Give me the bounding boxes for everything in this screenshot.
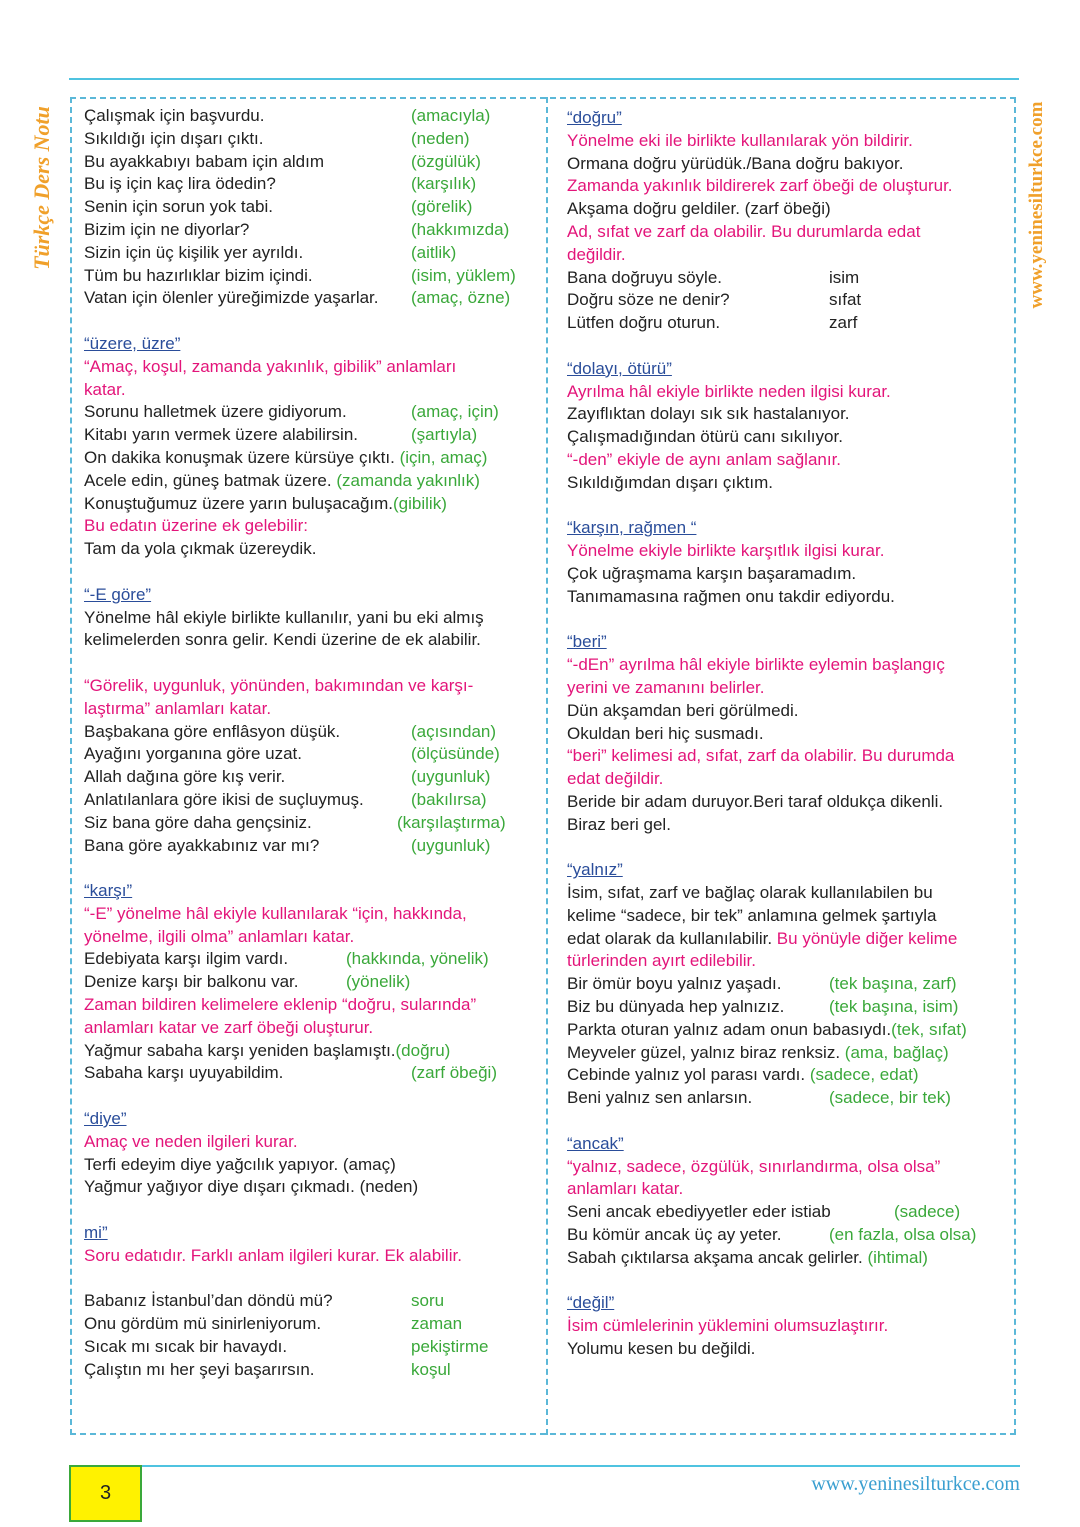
example-row	[567, 312, 1007, 335]
spacer	[84, 1199, 534, 1222]
example-sentence	[84, 629, 534, 652]
example-row	[84, 1313, 534, 1336]
meaning-label: (doğru)	[395, 1040, 451, 1060]
example-sentence	[567, 1338, 1007, 1361]
sentence-text: Sizin için üç kişilik yer ayrıldı.	[84, 242, 304, 262]
rule-text	[567, 745, 1007, 768]
top-rule	[69, 78, 1019, 80]
meaning-label: (isim, yüklem)	[411, 265, 516, 285]
meaning-label: (hakkında, yönelik)	[346, 949, 489, 969]
rule-text	[567, 950, 1007, 973]
rule-text	[84, 926, 534, 949]
example-row	[567, 1042, 1007, 1065]
rule-text	[84, 698, 534, 721]
section-heading	[567, 631, 1007, 654]
spacer	[567, 1270, 1007, 1293]
bottom-rule	[140, 1465, 1020, 1467]
sentence-text: Tüm bu hazırlıklar bizim içindi.	[84, 265, 313, 285]
sentence-text: Vatan için ölenler yüreğimizde yaşarlar.	[84, 288, 379, 308]
example-row	[567, 1224, 1007, 1247]
sentence-text: Yönelme hâl ekiyle birlikte kullanılır, yani bu eki almış	[84, 607, 484, 627]
example-row	[84, 493, 534, 516]
meaning-label: isim	[829, 267, 860, 287]
meaning-label: (amacıyla)	[411, 106, 491, 125]
sentence-text: Dün akşamdan beri görülmedi.	[567, 700, 799, 720]
example-sentence	[567, 198, 1007, 221]
sentence-text: kelime “sadece, bir tek” anlamına gelmek şartıyla	[567, 905, 937, 925]
sentence-text: Sorunu halletmek üzere gidiyorum.	[84, 402, 347, 422]
heading-text: “karşın, rağmen “	[567, 518, 697, 538]
sentence-text: Okuldan beri hiç susmadı.	[567, 723, 764, 743]
rule-line: laştırma” anlamları katar.	[84, 698, 272, 718]
meaning-label: (açısından)	[411, 721, 497, 741]
sentence-text: Babanız İstanbul’dan döndü mü?	[84, 1291, 333, 1311]
meaning-label: (zamanda yakınlık)	[336, 470, 480, 490]
meaning-label: sıfat	[829, 290, 862, 310]
sentence-text: Siz bana göre daha gençsiniz.	[84, 812, 312, 832]
rule-line: “beri” kelimesi ad, sıfat, zarf da olabilir. Bu durumda	[567, 746, 955, 766]
rule-text	[567, 130, 1007, 153]
example-row	[84, 242, 534, 265]
rule-line: Ad, sıfat ve zarf da olabilir. Bu durumlarda edat	[567, 221, 921, 241]
sentence-text: Edebiyata karşı ilgim vardı.	[84, 949, 289, 969]
rule-text	[567, 1315, 1007, 1338]
sentence-text: Sıkıldığımdan dışarı çıktım.	[567, 472, 773, 492]
spacer	[84, 652, 534, 675]
rule-text	[84, 1131, 534, 1154]
meaning-label: pekiştirme	[411, 1337, 489, 1357]
sentence-text: edat olarak da kullanılabilir.	[567, 928, 777, 948]
sentence-text: Ayağını yorganına göre uzat.	[84, 744, 303, 764]
sentence-text: Beride bir adam duruyor.Beri taraf oldukça dikenli.	[567, 791, 944, 811]
meaning-label: (için, amaç)	[399, 447, 488, 467]
example-row	[84, 971, 534, 994]
example-sentence	[567, 586, 1007, 609]
meaning-label: (özgülük)	[411, 151, 481, 171]
section-heading	[84, 880, 534, 903]
meaning-label: (tek başına, isim)	[829, 997, 959, 1017]
example-sentence	[567, 472, 1007, 495]
rule-line: Ayrılma hâl ekiyle birlikte neden ilgisi kurar.	[567, 381, 891, 401]
sentence-text: Akşama doğru geldiler. (zarf öbeği)	[567, 199, 831, 219]
meaning-label: (karşılaştırma)	[397, 812, 506, 832]
rule-line: edat değildir.	[567, 769, 664, 789]
meaning-label: (sadece)	[894, 1202, 961, 1222]
rule-line: katar.	[84, 379, 126, 399]
mixed-text	[567, 928, 1007, 951]
sentence-text: Anlatılanlara göre ikisi de suçluymuş.	[84, 789, 364, 809]
example-row	[84, 1040, 534, 1063]
rule-line: yönelme, ilgili olma” anlamları katar.	[84, 926, 355, 946]
heading-text: “karşı”	[84, 881, 133, 901]
sentence-text: Çalışmadığından ötürü canı sıkılıyor.	[567, 427, 843, 447]
example-sentence	[567, 791, 1007, 814]
rule-text	[567, 221, 1007, 244]
sentence-text: Bu kömür ancak üç ay yeter.	[567, 1225, 782, 1245]
spacer	[567, 335, 1007, 358]
meaning-label: (amaç, için)	[411, 402, 499, 422]
page-number: 3	[69, 1465, 142, 1522]
rule-text	[567, 677, 1007, 700]
example-sentence	[567, 563, 1007, 586]
meaning-label: (ama, bağlaç)	[844, 1042, 949, 1062]
sentence-text: Sabah çıktılarsa akşama ancak gelirler.	[567, 1247, 868, 1267]
sentence-text: Biraz beri gel.	[567, 814, 671, 834]
rule-text	[84, 1245, 534, 1268]
sentence-text: Yağmur yağıyor diye dışarı çıkmadı. (neden)	[84, 1177, 419, 1197]
spacer	[567, 1110, 1007, 1133]
rule-text	[84, 1017, 534, 1040]
spacer	[567, 495, 1007, 518]
meaning-label: (ölçüsünde)	[411, 744, 500, 764]
example-row	[84, 424, 534, 447]
spacer	[84, 1085, 534, 1108]
section-heading	[84, 584, 534, 607]
example-row	[567, 973, 1007, 996]
section-heading	[84, 333, 534, 356]
meaning-label: (ihtimal)	[867, 1247, 928, 1267]
sentence-text: kelimelerden sonra gelir. Kendi üzerine de ek alabilir.	[84, 630, 481, 650]
meaning-label: koşul	[411, 1359, 451, 1379]
meaning-label: (bakılırsa)	[411, 789, 487, 809]
spacer	[84, 310, 534, 333]
section-heading	[567, 1292, 1007, 1315]
sentence-text: Sıkıldığı için dışarı çıktı.	[84, 128, 264, 148]
sentence-text: Sıcak mı sıcak bir havaydı.	[84, 1337, 288, 1357]
section-heading	[567, 1133, 1007, 1156]
rule-line: “-dEn” ayrılma hâl ekiyle birlikte eylemin başlangıç	[567, 655, 945, 675]
meaning-label: (hakkımızda)	[411, 219, 510, 239]
sentence-text: Denize karşı bir balkonu var.	[84, 972, 299, 992]
rule-text	[567, 175, 1007, 198]
example-sentence	[84, 1176, 534, 1199]
sentence-text: Yolumu kesen bu değildi.	[567, 1339, 756, 1359]
meaning-label: (zarf öbeği)	[411, 1063, 497, 1083]
rule-text	[567, 244, 1007, 267]
example-row	[84, 173, 534, 196]
example-row	[84, 766, 534, 789]
example-sentence	[567, 882, 1007, 905]
example-sentence	[84, 607, 534, 630]
sentence-text: Bir ömür boyu yalnız yaşadı.	[567, 974, 782, 994]
rule-line: Bu edatın üzerine ek gelebilir:	[84, 516, 308, 536]
example-row	[84, 196, 534, 219]
example-row	[567, 267, 1007, 290]
example-row	[84, 287, 534, 310]
meaning-label: (şartıyla)	[411, 425, 478, 445]
rule-line: anlamları katar.	[567, 1179, 684, 1199]
meaning-label: (tek, sıfat)	[891, 1019, 967, 1039]
sentence-text: Konuştuğumuz üzere yarın buluşacağım.	[84, 493, 394, 513]
sentence-text: Terfi edeyim diye yağcılık yapıyor. (amaç)	[84, 1154, 396, 1174]
example-row	[84, 105, 534, 128]
sentence-text: Tam da yola çıkmak üzereydik.	[84, 539, 317, 559]
rule-line: Zamanda yakınlık bildirerek zarf öbeği de oluşturur.	[567, 176, 953, 196]
sentence-text: Biz bu dünyada hep yalnızız.	[567, 997, 785, 1017]
example-row	[84, 835, 534, 858]
meaning-label: (karşılık)	[411, 174, 477, 194]
example-row	[84, 1336, 534, 1359]
rule-text	[567, 381, 1007, 404]
column-divider	[546, 97, 548, 1435]
sentence-text: Kitabı yarın vermek üzere alabilirsin.	[84, 425, 359, 445]
meaning-label: (en fazla, olsa olsa)	[829, 1225, 977, 1245]
example-row	[567, 1087, 1007, 1110]
rule-line: “Görelik, uygunluk, yönünden, bakımından ve karşı-	[84, 675, 474, 695]
meaning-label: (aitlik)	[411, 242, 457, 262]
sentence-text: Senin için sorun yok tabi.	[84, 197, 273, 217]
section-heading	[84, 1108, 534, 1131]
heading-text: “ancak”	[567, 1133, 624, 1153]
example-sentence	[567, 723, 1007, 746]
example-sentence	[84, 1154, 534, 1177]
rule-text	[567, 1178, 1007, 1201]
rule-text	[567, 654, 1007, 677]
rule-line: “-E” yönelme hâl ekiyle kullanılarak “için, hakkında,	[84, 903, 467, 923]
rule-text	[567, 1156, 1007, 1179]
spacer	[84, 561, 534, 584]
heading-text: mi”	[84, 1223, 108, 1243]
example-sentence	[567, 153, 1007, 176]
rule-line: yerini ve zamanını belirler.	[567, 677, 765, 697]
rule-line: Bu yönüyle diğer kelime	[776, 928, 958, 948]
example-row	[567, 996, 1007, 1019]
rule-line: “-den” ekiyle de aynı anlam sağlanır.	[567, 449, 842, 469]
section-heading	[84, 1222, 534, 1245]
sentence-text: Yağmur sabaha karşı yeniden başlamıştı.	[84, 1040, 396, 1060]
left-column	[84, 105, 534, 1382]
rule-line: türlerinden ayırt edilebilir.	[567, 951, 756, 971]
example-row	[84, 1062, 534, 1085]
rule-line: Yönelme eki ile birlikte kullanılarak yön bildirir.	[567, 130, 913, 150]
sentence-text: Sabaha karşı uyuyabildim.	[84, 1063, 284, 1083]
example-row	[84, 743, 534, 766]
example-row	[84, 470, 534, 493]
spacer	[84, 1268, 534, 1291]
meaning-label: (yönelik)	[346, 972, 411, 992]
meaning-label: (tek başına, zarf)	[829, 974, 957, 994]
meaning-label: (amaç, özne)	[411, 288, 511, 308]
sentence-text: Bu iş için kaç lira ödedin?	[84, 174, 276, 194]
heading-text: “-E göre”	[84, 584, 152, 604]
sentence-text: Doğru söze ne denir?	[567, 290, 730, 310]
example-row	[84, 401, 534, 424]
spacer	[84, 857, 534, 880]
side-url: www.yeninesilturkce.com	[1026, 101, 1047, 309]
rule-line: Soru edatıdır. Farklı anlam ilgileri kurar. Ek alabilir.	[84, 1245, 462, 1265]
example-row	[567, 1019, 1007, 1042]
example-row	[84, 447, 534, 470]
sentence-text: Bu ayakkabıyı babam için aldım	[84, 151, 325, 171]
sentence-text: Bizim için ne diyorlar?	[84, 219, 250, 239]
section-heading	[567, 358, 1007, 381]
example-sentence	[567, 403, 1007, 426]
rule-line: anlamları katar ve zarf öbeği oluşturur.	[84, 1017, 374, 1037]
example-row	[567, 289, 1007, 312]
sentence-text: Tanımamasına rağmen onu takdir ediyordu.	[567, 586, 895, 606]
example-row	[84, 151, 534, 174]
sentence-text: Çok uğraşmama karşın başaramadım.	[567, 563, 857, 583]
example-row	[84, 948, 534, 971]
rule-line: Zaman bildiren kelimelere eklenip “doğru, sularında”	[84, 995, 477, 1015]
meaning-label: (uygunluk)	[411, 835, 491, 855]
side-title: Türkçe Ders Notu	[29, 106, 54, 270]
rule-text	[567, 540, 1007, 563]
sentence-text: Beni yalnız sen anlarsın.	[567, 1088, 753, 1108]
sentence-text: Zayıflıktan dolayı sık sık hastalanıyor.	[567, 404, 850, 424]
rule-text	[84, 515, 534, 538]
sentence-text: Çalıştın mı her şeyi başarırsın.	[84, 1359, 315, 1379]
heading-text: “diye”	[84, 1109, 127, 1129]
rule-text	[84, 356, 534, 379]
example-row	[84, 721, 534, 744]
meaning-label: (görelik)	[411, 197, 473, 217]
rule-line: “yalnız, sadece, özgülük, sınırlandırma, olsa olsa”	[567, 1156, 941, 1176]
rule-text	[84, 675, 534, 698]
example-row	[84, 265, 534, 288]
rule-text	[567, 768, 1007, 791]
meaning-label: zaman	[411, 1314, 463, 1334]
meaning-label: (neden)	[411, 128, 470, 148]
sentence-text: Lütfen doğru oturun.	[567, 313, 721, 333]
meaning-label: zarf	[829, 313, 858, 333]
example-row	[567, 1201, 1007, 1224]
example-row	[84, 1359, 534, 1382]
section-heading	[567, 859, 1007, 882]
example-sentence	[84, 538, 534, 561]
sentence-text: Parkta oturan yalnız adam onun babasıydı.	[567, 1019, 892, 1039]
section-heading	[567, 517, 1007, 540]
rule-line: Yönelme ekiyle birlikte karşıtlık ilgisi kurar.	[567, 541, 885, 561]
meaning-label: (sadece, edat)	[809, 1065, 919, 1085]
heading-text: “dolayı, ötürü”	[567, 358, 672, 378]
heading-text: “yalnız”	[567, 860, 623, 880]
rule-text	[567, 449, 1007, 472]
example-row	[84, 128, 534, 151]
sentence-text: Başbakana göre enflâsyon düşük.	[84, 721, 341, 741]
section-heading	[567, 107, 1007, 130]
example-row	[84, 812, 534, 835]
spacer	[567, 609, 1007, 632]
sentence-text: On dakika konuşmak üzere kürsüye çıktı.	[84, 447, 400, 467]
sentence-text: Ormana doğru yürüdük./Bana doğru bakıyor.	[567, 153, 904, 173]
rule-text	[84, 994, 534, 1017]
meaning-label: (sadece, bir tek)	[829, 1088, 951, 1108]
example-sentence	[567, 700, 1007, 723]
sentence-text: Cebinde yalnız yol parası vardı.	[567, 1065, 810, 1085]
heading-text: “değil”	[567, 1293, 615, 1313]
sentence-text: Acele edin, güneş batmak üzere.	[84, 470, 337, 490]
rule-line: “Amaç, koşul, zamanda yakınlık, gibilik” anlamları	[84, 356, 457, 376]
spacer	[567, 837, 1007, 860]
rule-line: İsim cümlelerinin yüklemini olumsuzlaştırır.	[567, 1316, 889, 1336]
example-row	[84, 219, 534, 242]
example-sentence	[567, 426, 1007, 449]
rule-line: Amaç ve neden ilgileri kurar.	[84, 1131, 298, 1151]
right-column	[567, 107, 1007, 1361]
example-row	[567, 1064, 1007, 1087]
heading-text: “üzere, üzre”	[84, 333, 181, 353]
example-row	[567, 1247, 1007, 1270]
footer-url[interactable]: www.yeninesilturkce.com	[811, 1473, 1020, 1495]
sentence-text: Onu gördüm mü sinirleniyorum.	[84, 1314, 322, 1334]
rule-text	[84, 379, 534, 402]
sentence-text: Bana doğruyu söyle.	[567, 267, 722, 287]
sentence-text: Allah dağına göre kış verir.	[84, 767, 286, 787]
sentence-text: Bana göre ayakkabınız var mı?	[84, 835, 320, 855]
meaning-label: (uygunluk)	[411, 767, 491, 787]
heading-text: “beri”	[567, 632, 607, 652]
example-sentence	[567, 814, 1007, 837]
example-sentence	[567, 905, 1007, 928]
rule-line: değildir.	[567, 244, 626, 264]
sentence-text: Meyveler güzel, yalnız biraz renksiz.	[567, 1042, 845, 1062]
sentence-text: İsim, sıfat, zarf ve bağlaç olarak kullanılabilen bu	[567, 883, 933, 903]
sentence-text: Çalışmak için başvurdu.	[84, 106, 265, 125]
meaning-label: (gibilik)	[393, 493, 447, 513]
meaning-label: soru	[411, 1291, 445, 1311]
rule-text	[84, 903, 534, 926]
heading-text: “doğru”	[567, 108, 622, 127]
example-row	[84, 789, 534, 812]
sentence-text: Seni ancak ebediyyetler eder istiab	[567, 1202, 831, 1222]
example-row	[84, 1290, 534, 1313]
